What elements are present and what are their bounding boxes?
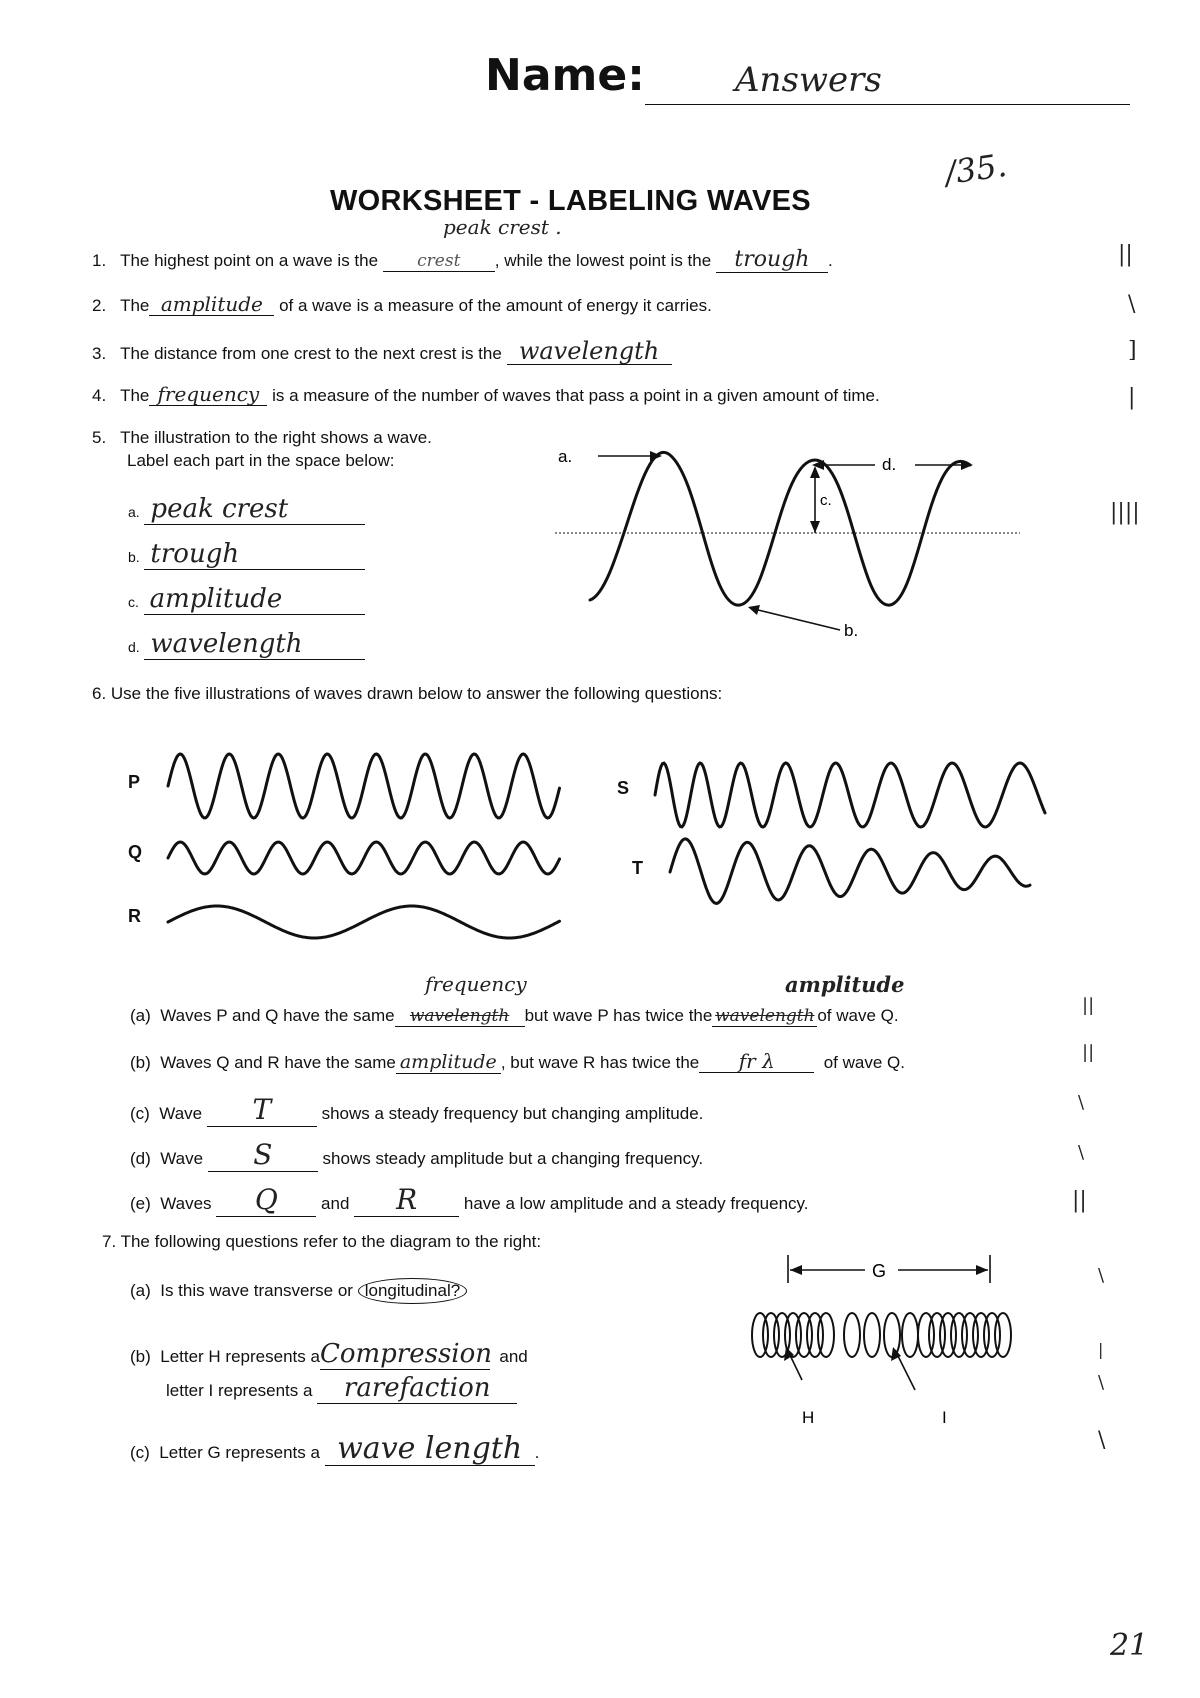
q5-number: 5. [92,428,107,447]
wave-t [670,839,1030,904]
q6c-mark: \ [1078,1092,1085,1113]
q7b-mark-1: | [1098,1340,1104,1359]
g-arrow-right-head [976,1265,988,1275]
wave-r [168,906,560,938]
q6c-text-1: Wave [159,1104,203,1123]
score-bottom: 21 [1110,1628,1149,1663]
q7b-text-2: and [499,1347,528,1366]
q6a-answer-1[interactable]: wavelength [395,1007,525,1027]
q6c-label: (c) [130,1104,150,1123]
q4-mark: | [1128,385,1136,410]
spring-diagram [740,1255,1060,1445]
q2-number: 2. [92,296,107,315]
question-5 [92,428,432,448]
q7a-mark: \ [1098,1265,1105,1286]
label-h: H [802,1408,815,1427]
q5-answer-b[interactable]: trough [144,540,365,570]
wave-label-s: S [617,778,630,798]
q3-text-1: The distance from one crest to the next crest is the [120,344,502,363]
q7b-answer-1[interactable]: Compression [319,1339,492,1369]
q6a-answer-2[interactable]: wavelength [712,1007,817,1027]
q6d-text-2: shows steady amplitude but a changing frequency. [322,1149,704,1168]
q6d [130,1140,703,1172]
q7b-text-1: Letter H represents a [160,1347,320,1366]
q5-text-1: The illustration to the right shows a wave. [120,428,432,447]
wave-label-r: R [128,906,141,926]
q7b-line-2 [166,1374,517,1404]
question-3 [92,338,672,365]
q2-text-2: of a wave is a measure of the amount of energy it carries. [279,296,712,315]
q7c-answer[interactable]: wave length [325,1432,535,1466]
q6b-answer-1[interactable]: amplitude [396,1052,501,1074]
q1-answer-2[interactable]: trough [716,248,828,273]
q3-mark: ] [1128,338,1137,363]
sine-wave [590,452,970,605]
q6a-label: (a) [130,1006,151,1025]
q1-mark: || [1118,242,1133,267]
q4-answer[interactable]: frequency [149,383,267,406]
q2-answer[interactable]: amplitude [149,293,274,316]
q7b-answer-2[interactable]: rarefaction [317,1374,517,1404]
q6c [130,1095,703,1127]
q2-mark: \ [1128,292,1136,317]
diagram-label-d: d. [882,455,897,474]
q7b [130,1340,528,1370]
q5-answer-row-c [128,585,365,615]
wave-q [168,842,560,874]
wave-s [655,763,1045,827]
q4-number: 4. [92,386,107,405]
q6e-mark: || [1072,1188,1087,1213]
q1-number: 1. [92,251,107,270]
wave-diagram [550,440,1020,650]
q3-answer[interactable]: wavelength [507,338,672,365]
question-1 [92,248,833,273]
q1-text-2: , while the lowest point is the [494,251,712,270]
q7b-text-3: letter I represents a [166,1381,313,1400]
q6e-answer-2[interactable]: R [354,1185,459,1217]
q7b-mark-2: \ [1098,1372,1105,1393]
q2-text-1: The [120,296,150,315]
wave-label-q: Q [128,842,143,862]
q6c-text-2: shows a steady frequency but changing amplitude. [321,1104,704,1123]
label-i: I [942,1408,947,1427]
q5-answer-a[interactable]: peak crest [144,495,365,525]
q1-answer-note: peak crest . [443,215,562,239]
q1-text-1: The highest point on a wave is the [120,251,379,270]
q6c-answer[interactable]: T [207,1095,317,1127]
q6e-answer-1[interactable]: Q [216,1185,316,1217]
question-2 [92,293,712,316]
q7c [130,1432,539,1466]
wave-label-t: T [632,858,643,878]
q6b-mark: || [1082,1042,1095,1063]
diagram-label-a: a. [558,447,573,466]
arrow-c-bottom-head [810,521,820,533]
q6a-text-1: Waves P and Q have the same [160,1006,395,1025]
q4-text-1: The [120,386,150,405]
q5-letter-b: b. [128,549,140,565]
q6a [130,1006,899,1027]
q6d-mark: \ [1078,1142,1085,1163]
q6a-note-2: amplitude [785,972,905,997]
q7a-circled-answer[interactable]: longitudinal? [358,1278,467,1304]
q6b-text-2: , but wave R has twice the [500,1053,700,1072]
q5-answer-row-d [128,630,365,660]
q7c-label: (c) [130,1443,150,1462]
label-g: G [872,1261,887,1281]
q6e-text-2: and [321,1194,350,1213]
q7c-text-2: . [534,1443,540,1462]
q1-text-3: . [827,251,833,270]
q7a-text-1: Is this wave transverse or [160,1281,353,1300]
q6e-text-3: have a low amplitude and a steady frequency. [463,1194,809,1213]
q6a-mark: || [1082,995,1095,1016]
q6b-answer-2[interactable]: fr λ [699,1050,814,1073]
q7-intro: 7. The following questions refer to the diagram to the right: [102,1232,542,1251]
arrow-c-top-head [810,466,820,478]
q6a-text-3: of wave Q. [817,1006,899,1025]
diagram-label-c: c. [820,492,832,509]
q6d-label: (d) [130,1149,151,1168]
q6b [130,1050,905,1074]
spring-coil [752,1313,1011,1357]
q7a-label: (a) [130,1281,151,1300]
question-4 [92,383,880,406]
g-arrow-left-head [790,1265,802,1275]
q7b-label: (b) [130,1347,151,1366]
q6e-text-1: Waves [160,1194,212,1213]
q7c-text-1: Letter G represents a [159,1443,320,1462]
q6d-answer[interactable]: S [208,1140,318,1172]
q6d-text-1: Wave [160,1149,204,1168]
five-waves-figure [0,740,1050,970]
q1-answer-1[interactable]: crest [383,252,495,272]
q6a-note-1: frequency [425,972,527,996]
q5-answer-c[interactable]: amplitude [144,585,365,615]
name-field[interactable] [645,58,1130,105]
name-value: Answers [735,60,882,100]
score-top: /35. [942,145,1010,193]
q6e-label: (e) [130,1194,151,1213]
q6b-label: (b) [130,1053,151,1072]
wave-label-p: P [128,772,141,792]
q6b-text-1: Waves Q and R have the same [160,1053,396,1072]
q5-text-2: Label each part in the space below: [127,451,395,470]
q3-number: 3. [92,344,107,363]
q5-letter-c: c. [128,594,139,610]
arrow-b-head [748,605,760,615]
q4-text-2: is a measure of the number of waves that pass a point in a given amount of time. [272,386,880,405]
q7a [130,1278,467,1304]
arrow-b [750,608,840,630]
q5-mark: |||| [1110,500,1140,525]
q6-intro: 6. Use the five illustrations of waves drawn below to answer the following questions: [92,684,723,703]
q5-letter-a: a. [128,504,140,520]
q6a-text-2: but wave P has twice the [524,1006,713,1025]
wave-p [168,754,560,818]
q5-answer-row-b [128,540,365,570]
q5-answer-row-a [128,495,365,525]
q7c-mark: \ [1098,1428,1106,1453]
diagram-label-b: b. [844,621,859,640]
name-label: Name: [485,50,645,101]
q6b-text-3: of wave Q. [823,1053,905,1072]
q6e [130,1185,809,1217]
q5-letter-d: d. [128,639,140,655]
page-title: WORKSHEET - LABELING WAVES [330,185,811,217]
q5-answer-d[interactable]: wavelength [144,630,365,660]
